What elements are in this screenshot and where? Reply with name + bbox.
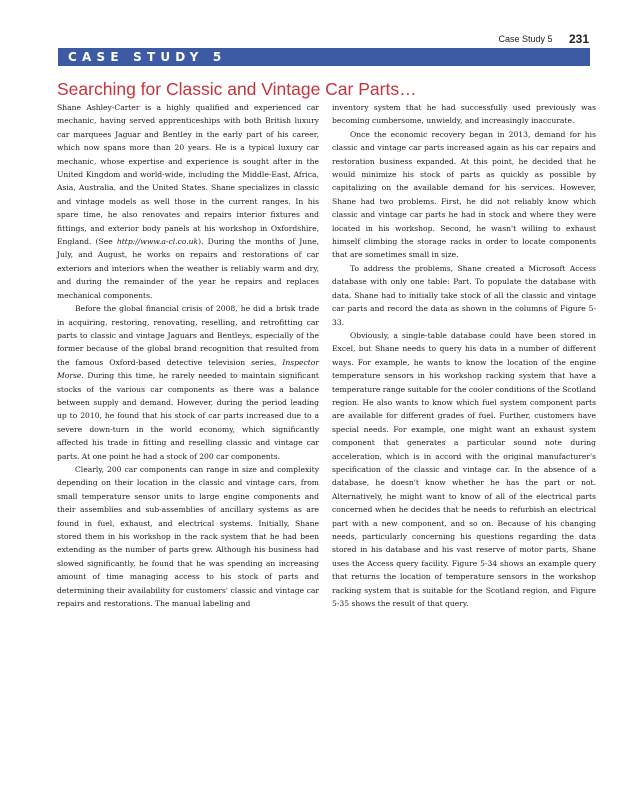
paragraph-7: Obviously, a single-table database could have been stored in Excel, but Shane needs to query his data in a number of different ways. For example, he wants to know the location of the engine temperature sensors in his workshop racking system that have a temperature range suitable for the cooler conditions of the Scotland region. He also wants to know which fuel system component parts are available for different grades of fuel. Further, customers have special needs. For example, one might want an exhaust system component that generates a particular sound note during acceleration, which is in accord with the original manufacturer's specification of the classic and vintage car. In the absence of a database, he doesn't know whether he has the part or not. Alternatively, he might want to know of all of the electrical parts concerned when he decides that he needs to refurbish an electrical part with a new component, and so on. Because of his changing needs, particularly concerning his questions regarding the data stored in his database and his vast reserve of motor parts, Shane uses the Access query facility. Figure 5-34 shows an example query that returns the location of temperature sensors in the workshop racking system that is suitable for the Scotland region, and Figure 5-35 shows the result of that query. [332, 330, 596, 609]
paragraph-1: Shane Ashley-Carter is a highly qualified and experienced car mechanic, having served apprenticeships with both British luxury car marquees Jaguar and Bentley in the early part of his career, which now spans more than 20 years. He is a typical luxury car mechanic, whose expertise and experience is sought after in the United Kingdom and world-wide, including the Middle-East, Africa, Asia, Australia, and the United States. Shane specializes in classic and vintage models as well those in the current ranges. In his spare time, he also renovates and repairs interior fixtures and fittings, and exterior body panels at his workshop in Oxfordshire, England. (See http://www.a-cl.co.uk). During the months of June, July, and August, he works on repairs and restorations of car exteriors and interiors when the weather is reliably warm and dry, and during the remainder of the year he repairs and replaces mechanical components. [57, 103, 319, 300]
paragraph-2: Before the global financial crisis of 2008, he did a brisk trade in acquiring, restoring, renovating, reselling, and retrofitting car parts to classic and vintage Jaguars and Bentleys, especially of the former because of the global brand recognition that resulted from the famous Oxford-based detective television series, Inspector Morse. During this time, he rarely needed to maintain significant stocks of the various car components as there was a balance between supply and demand. However, during the period leading up to 2010, he found that his stock of car parts increased due to a severe down-turn in the world economy, which significantly affected his trade in fitting and reselling classic and vintage car parts. At one point he had a stock of 200 car components. [57, 304, 319, 461]
section-title: Searching for Classic and Vintage Car Parts… [57, 79, 417, 99]
running-title: Case Study 5 [498, 33, 553, 44]
paragraph-6: To address the problems, Shane created a Microsoft Access database with only one table: Part. To populate the database with data, Shane had to initially take stock of all the classic and vintage car parts and record the data as shown in the columns of Figure 5-33. [332, 263, 596, 327]
left-column [57, 101, 319, 610]
page-number: 231 [568, 31, 589, 46]
paragraph-5: Once the economic recovery began in 2013, demand for his classic and vintage car parts increased again as his car repairs and restoration business expanded. At this point, he decided that he would minimize his stock of parts as quickly as possible by capitalizing on the available demand for his services. However, Shane had two problems. First, he did not reliably know which classic and vintage car parts he had in stock and where they were located in his workshop. Second, he wasn't willing to exhaust himself climbing the storage racks in order to locate components that are sometimes small in size. [332, 129, 596, 260]
website-link[interactable]: http://www.a-cl.co.uk [116, 237, 199, 247]
tv-series-title: Inspector Morse [57, 357, 319, 381]
running-header [498, 30, 589, 48]
paragraph-4: inventory system that he had successfully used previously was becoming cumbersome, unwieldy, and increasingly inaccurate. [332, 103, 596, 126]
case-study-banner [58, 48, 590, 66]
case-study-label: CASE STUDY 5 [68, 50, 227, 64]
right-column [332, 101, 596, 610]
paragraph-3: Clearly, 200 car components can range in size and complexity depending on their location in the classic and vintage cars, from small temperature sensor units to large engine components and their assemblies and sub-assemblies of ancillary systems as are found in fuel, exhaust, and electrical systems. Initially, Shane stored them in his workshop in the rack system that he had been extending as the number of parts grew. Although his business had slowed significantly, he found that he was spending an increasing amount of time managing access to his stock of parts and determining their availability for customers' classic and vintage car repairs and restorations. The manual labeling and [57, 464, 319, 609]
